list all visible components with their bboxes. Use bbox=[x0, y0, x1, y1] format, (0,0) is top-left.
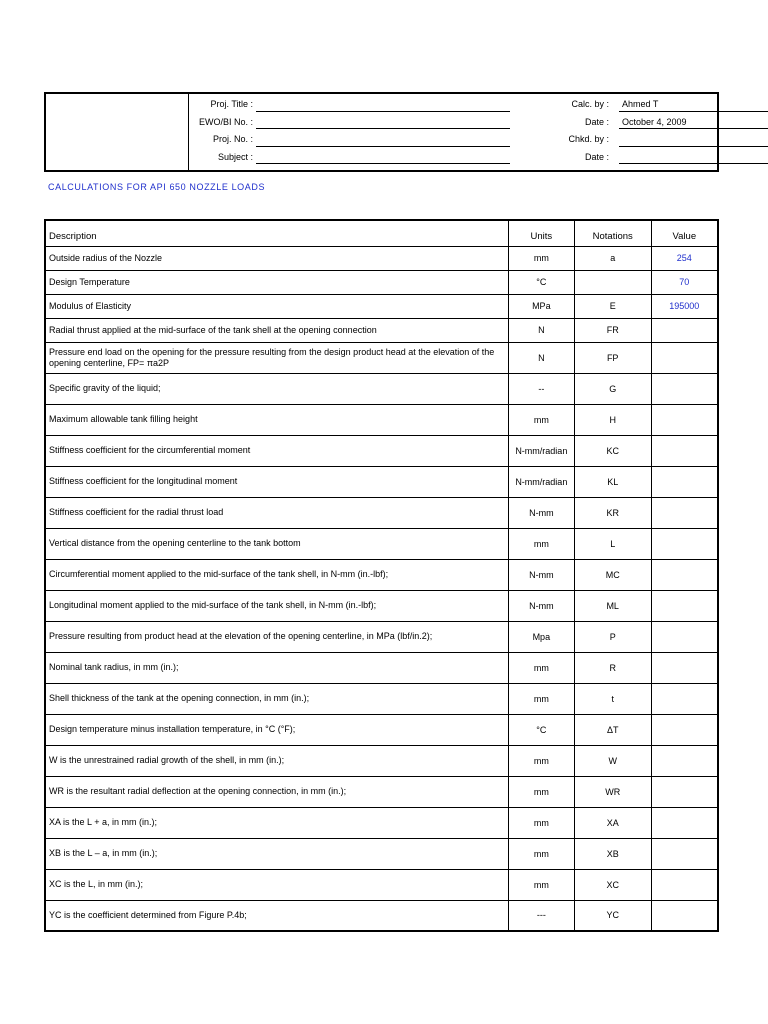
row-notation: YC bbox=[574, 900, 651, 931]
row-units: mm bbox=[508, 683, 574, 714]
row-description: Pressure end load on the opening for the pressure resulting from the design product head at the elevation of the opening centerline, FP= πa2P bbox=[45, 342, 508, 373]
calc-title: CALCULATIONS FOR API 650 NOZZLE LOADS bbox=[48, 182, 266, 192]
table-row bbox=[45, 528, 718, 559]
row-notation: t bbox=[574, 683, 651, 714]
row-description: Design temperature minus installation temperature, in °C (°F); bbox=[45, 714, 508, 745]
row-value[interactable]: 70 bbox=[651, 270, 718, 294]
table-row bbox=[45, 435, 718, 466]
row-units: N bbox=[508, 342, 574, 373]
date-label: Date : bbox=[584, 116, 609, 127]
calc-by-value: Ahmed T bbox=[622, 99, 659, 109]
table-row bbox=[45, 807, 718, 838]
table-row bbox=[45, 652, 718, 683]
table-row bbox=[45, 683, 718, 714]
row-description: Nominal tank radius, in mm (in.); bbox=[45, 652, 508, 683]
header-value: Value bbox=[651, 220, 718, 246]
table-row bbox=[45, 869, 718, 900]
row-notation: KL bbox=[574, 466, 651, 497]
row-value[interactable] bbox=[651, 435, 718, 466]
row-notation: ML bbox=[574, 590, 651, 621]
row-units: mm bbox=[508, 776, 574, 807]
row-value[interactable]: 195000 bbox=[651, 294, 718, 318]
row-units: N bbox=[508, 318, 574, 342]
row-description: Stiffness coefficient for the longitudinal moment bbox=[45, 466, 508, 497]
row-description: XB is the L – a, in mm (in.); bbox=[45, 838, 508, 869]
row-units: -- bbox=[508, 373, 574, 404]
row-units: mm bbox=[508, 246, 574, 270]
row-notation bbox=[574, 270, 651, 294]
table-row bbox=[45, 373, 718, 404]
row-units: mm bbox=[508, 652, 574, 683]
row-description: YC is the coefficient determined from Figure P.4b; bbox=[45, 900, 508, 931]
table-row bbox=[45, 294, 718, 318]
proj-no-field[interactable] bbox=[256, 129, 510, 147]
header-units: Units bbox=[508, 220, 574, 246]
table-row bbox=[45, 246, 718, 270]
row-notation: G bbox=[574, 373, 651, 404]
row-value[interactable] bbox=[651, 714, 718, 745]
table-row bbox=[45, 318, 718, 342]
row-units: mm bbox=[508, 745, 574, 776]
chkd-by-label: Chkd. by : bbox=[568, 134, 609, 144]
row-notation: XB bbox=[574, 838, 651, 869]
proj-title-field[interactable] bbox=[256, 94, 510, 112]
row-value[interactable] bbox=[651, 900, 718, 931]
row-value[interactable] bbox=[651, 466, 718, 497]
table-row bbox=[45, 838, 718, 869]
row-notation: MC bbox=[574, 559, 651, 590]
row-units: mm bbox=[508, 528, 574, 559]
row-units: N-mm bbox=[508, 559, 574, 590]
row-units: N-mm/radian bbox=[508, 435, 574, 466]
row-value[interactable] bbox=[651, 683, 718, 714]
header-row-3 bbox=[189, 129, 717, 147]
row-notation: P bbox=[574, 621, 651, 652]
table-row bbox=[45, 776, 718, 807]
header-notations: Notations bbox=[574, 220, 651, 246]
row-units: --- bbox=[508, 900, 574, 931]
row-value[interactable] bbox=[651, 528, 718, 559]
row-value[interactable] bbox=[651, 342, 718, 373]
row-units: °C bbox=[508, 714, 574, 745]
row-value[interactable] bbox=[651, 776, 718, 807]
row-description: Shell thickness of the tank at the opening connection, in mm (in.); bbox=[45, 683, 508, 714]
row-description: Longitudinal moment applied to the mid-surface of the tank shell, in N-mm (in.-lbf); bbox=[45, 590, 508, 621]
row-description: Pressure resulting from product head at the elevation of the opening centerline, in MPa (lbf/in.2); bbox=[45, 621, 508, 652]
table-row bbox=[45, 466, 718, 497]
chkd-by-field[interactable] bbox=[619, 129, 768, 147]
header-row-4 bbox=[189, 147, 717, 165]
table-row bbox=[45, 714, 718, 745]
row-notation: WR bbox=[574, 776, 651, 807]
row-value[interactable]: 254 bbox=[651, 246, 718, 270]
table-row bbox=[45, 621, 718, 652]
subject-label: Subject : bbox=[217, 151, 253, 162]
row-value[interactable] bbox=[651, 590, 718, 621]
row-description: Circumferential moment applied to the mid-surface of the tank shell, in N-mm (in.-lbf); bbox=[45, 559, 508, 590]
row-units: °C bbox=[508, 270, 574, 294]
row-notation: ΔT bbox=[574, 714, 651, 745]
row-description: Stiffness coefficient for the radial thrust load bbox=[45, 497, 508, 528]
table-row bbox=[45, 745, 718, 776]
table-row bbox=[45, 270, 718, 294]
table-row bbox=[45, 342, 718, 373]
proj-no-label: Proj. No. : bbox=[212, 134, 253, 144]
row-units: N-mm bbox=[508, 590, 574, 621]
ewo-label: EWO/BI No. : bbox=[198, 116, 253, 127]
row-units: N-mm bbox=[508, 497, 574, 528]
table-row bbox=[45, 497, 718, 528]
row-description: Stiffness coefficient for the circumferential moment bbox=[45, 435, 508, 466]
row-value[interactable] bbox=[651, 497, 718, 528]
table-header-row bbox=[45, 220, 718, 246]
row-description: XA is the L + a, in mm (in.); bbox=[45, 807, 508, 838]
row-notation: L bbox=[574, 528, 651, 559]
row-notation: R bbox=[574, 652, 651, 683]
table-row bbox=[45, 404, 718, 435]
row-description: W is the unrestrained radial growth of the shell, in mm (in.); bbox=[45, 745, 508, 776]
row-value[interactable] bbox=[651, 807, 718, 838]
row-notation: KR bbox=[574, 497, 651, 528]
table-row bbox=[45, 590, 718, 621]
project-header bbox=[44, 92, 719, 172]
row-value[interactable] bbox=[651, 838, 718, 869]
calc-by-label: Calc. by : bbox=[571, 99, 609, 109]
row-value[interactable] bbox=[651, 652, 718, 683]
proj-title-label: Proj. Title : bbox=[210, 99, 253, 109]
row-units: mm bbox=[508, 869, 574, 900]
row-description: Vertical distance from the opening centerline to the tank bottom bbox=[45, 528, 508, 559]
date2-field[interactable] bbox=[619, 147, 768, 165]
row-units: mm bbox=[508, 838, 574, 869]
row-description: WR is the resultant radial deflection at the opening connection, in mm (in.); bbox=[45, 776, 508, 807]
subject-field[interactable] bbox=[256, 147, 510, 165]
table-row bbox=[45, 900, 718, 931]
nozzle-loads-table bbox=[44, 219, 719, 932]
row-description: Maximum allowable tank filling height bbox=[45, 404, 508, 435]
row-value[interactable] bbox=[651, 745, 718, 776]
date2-label: Date : bbox=[584, 151, 609, 162]
row-value[interactable] bbox=[651, 621, 718, 652]
row-description: Specific gravity of the liquid; bbox=[45, 373, 508, 404]
row-units: mm bbox=[508, 807, 574, 838]
row-notation: E bbox=[574, 294, 651, 318]
row-value[interactable] bbox=[651, 869, 718, 900]
row-units: mm bbox=[508, 404, 574, 435]
row-description: XC is the L, in mm (in.); bbox=[45, 869, 508, 900]
header-row-1 bbox=[189, 94, 717, 112]
row-value[interactable] bbox=[651, 559, 718, 590]
row-description: Radial thrust applied at the mid-surface of the tank shell at the opening connection bbox=[45, 318, 508, 342]
row-description: Design Temperature bbox=[45, 270, 508, 294]
row-units: N-mm/radian bbox=[508, 466, 574, 497]
table-row bbox=[45, 559, 718, 590]
row-value[interactable] bbox=[651, 318, 718, 342]
row-notation: W bbox=[574, 745, 651, 776]
header-row-2 bbox=[189, 112, 717, 130]
ewo-field[interactable] bbox=[256, 112, 510, 130]
header-description: Description bbox=[45, 220, 508, 246]
row-notation: FR bbox=[574, 318, 651, 342]
row-notation: XA bbox=[574, 807, 651, 838]
date-value: October 4, 2009 bbox=[622, 116, 687, 127]
row-notation: a bbox=[574, 246, 651, 270]
row-units: MPa bbox=[508, 294, 574, 318]
row-value[interactable] bbox=[651, 373, 718, 404]
row-notation: H bbox=[574, 404, 651, 435]
row-description: Outside radius of the Nozzle bbox=[45, 246, 508, 270]
row-value[interactable] bbox=[651, 404, 718, 435]
row-notation: XC bbox=[574, 869, 651, 900]
row-units: Mpa bbox=[508, 621, 574, 652]
row-notation: FP bbox=[574, 342, 651, 373]
row-description: Modulus of Elasticity bbox=[45, 294, 508, 318]
logo-cell bbox=[46, 94, 189, 170]
row-notation: KC bbox=[574, 435, 651, 466]
